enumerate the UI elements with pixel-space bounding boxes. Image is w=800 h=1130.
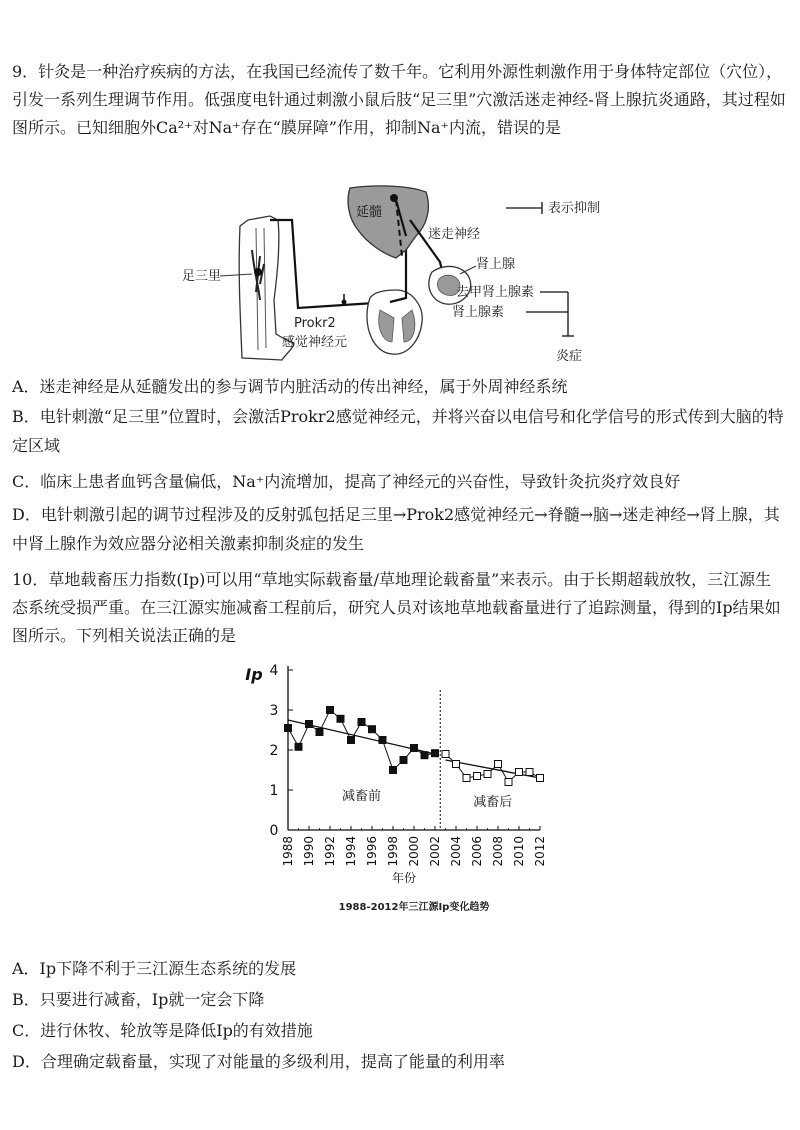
label-sensory-neuron: 感觉神经元 (282, 335, 348, 350)
q9-option-d: D．电针刺激引起的调节过程涉及的反射弧包括足三里→Prok2感觉神经元→脊髓→脑→迷走神经→肾上腺，其中肾上腺作为效应器分泌相关激素抑制炎症的发生 (12, 505, 780, 553)
label-prokr2: Prokr2 (294, 316, 336, 331)
y-tick-label: 1 (269, 783, 279, 799)
data-point-before (306, 721, 313, 728)
data-point-before (411, 745, 418, 752)
x-tick-label: 2002 (428, 836, 442, 867)
q10-stem: 10．草地载畜压力指数(Ip)可以用“草地实际载畜量/草地理论载畜量”来表示。由于长期超载放牧，三江源生态系统受损严重。在三江源实施减畜工程前后，研究人员对该地草地载畜量进行了追踪测量，得到的Ip结果如图所示。下列相关说法正确的是 (12, 570, 781, 645)
chart-title: 1988-2012年三江源Ip变化趋势 (338, 902, 490, 913)
data-point-after (495, 761, 502, 768)
annotation-before: 减畜前 (341, 789, 382, 804)
data-point-after (526, 769, 533, 776)
data-point-before (369, 726, 376, 733)
x-tick-label: 2000 (407, 836, 421, 867)
y-tick-label: 4 (269, 663, 279, 679)
medulla (348, 186, 428, 258)
label-adrenaline: 肾上腺素 (452, 305, 505, 320)
x-tick-label: 1994 (344, 836, 358, 867)
y-tick-label: 3 (269, 703, 279, 719)
data-point-before (421, 752, 428, 759)
x-tick-label: 2008 (491, 836, 505, 867)
data-point-before (358, 719, 365, 726)
q9-option-b: B．电针刺激“足三里”位置时，会激活Prokr2感觉神经元，并将兴奋以电信号和化学信号的形式传到大脑的特定区域 (12, 407, 784, 455)
data-point-before (348, 737, 355, 744)
data-point-before (285, 725, 292, 732)
data-point-after (463, 775, 470, 782)
label-adrenal: 肾上腺 (476, 257, 516, 272)
x-tick-label: 1996 (365, 836, 379, 867)
data-point-after (453, 761, 460, 768)
data-point-before (400, 757, 407, 764)
q9-stem: 9．针灸是一种治疗疾病的方法，在我国已经流传了数千年。它利用外源性刺激作用于身体特定部位（穴位），引发一系列生理调节作用。低强度电针通过刺激小鼠后肢“足三里”穴激活迷走神经-肾上腺抗炎通路，其过程如图所示。已知细胞外Ca²⁺对Na⁺存在“膜屏障”作用，抑制Na⁺内流，错误的是 (12, 62, 786, 137)
label-vagus: 迷走神经 (428, 227, 481, 242)
data-point-after (516, 769, 523, 776)
x-tick-label: 1992 (323, 836, 337, 867)
q9-option-a: A．迷走神经是从延髓发出的参与调节内脏活动的传出神经，属于外周神经系统 (12, 377, 568, 396)
zusanli-point (254, 268, 262, 276)
label-medulla: 延髓 (356, 205, 383, 220)
data-point-before (379, 737, 386, 744)
x-tick-label: 2012 (533, 836, 547, 867)
q10-option-d: D．合理确定载畜量，实现了对能量的多级利用，提高了能量的利用率 (12, 1052, 505, 1071)
data-point-before (295, 743, 302, 750)
data-point-before (390, 767, 397, 774)
ip-chart (230, 660, 570, 920)
annotation-after: 减畜后 (473, 795, 513, 810)
data-point-after (474, 773, 481, 780)
label-zusanli: 足三里 (182, 269, 222, 284)
q9-figure (170, 180, 640, 378)
x-tick-label: 1988 (281, 836, 295, 867)
y-tick-label: 2 (269, 743, 279, 759)
label-noradrenaline: 去甲肾上腺素 (456, 285, 535, 300)
y-tick-label: 0 (269, 823, 279, 839)
x-tick-label: 2006 (470, 836, 484, 867)
q9-option-c: C．临床上患者血钙含量偏低，Na⁺内流增加，提高了神经元的兴奋性，导致针灸抗炎疗效良好 (12, 472, 681, 491)
legend-inhibition: 表示抑制 (548, 201, 601, 216)
data-point-before (327, 707, 334, 714)
x-tick-label: 2010 (512, 836, 526, 867)
data-point-after (442, 751, 449, 758)
data-point-before (337, 715, 344, 722)
data-point-before (316, 729, 323, 736)
data-point-before (432, 750, 439, 757)
q10-option-a: A．Ip下降不利于三江源生态系统的发展 (12, 959, 297, 978)
q10-option-c: C．进行休牧、轮放等是降低Ip的有效措施 (12, 1021, 313, 1040)
data-point-after (505, 779, 512, 786)
y-axis-label: Ip (245, 665, 263, 684)
q10-option-b: B．只要进行减畜，Ip就一定会下降 (12, 990, 265, 1009)
x-tick-label: 1998 (386, 836, 400, 867)
x-tick-label: 2004 (449, 836, 463, 867)
label-inflammation: 炎症 (556, 349, 583, 364)
data-point-after (484, 771, 491, 778)
x-axis-label: 年份 (391, 871, 417, 885)
x-tick-label: 1990 (302, 836, 316, 867)
data-point-after (537, 775, 544, 782)
